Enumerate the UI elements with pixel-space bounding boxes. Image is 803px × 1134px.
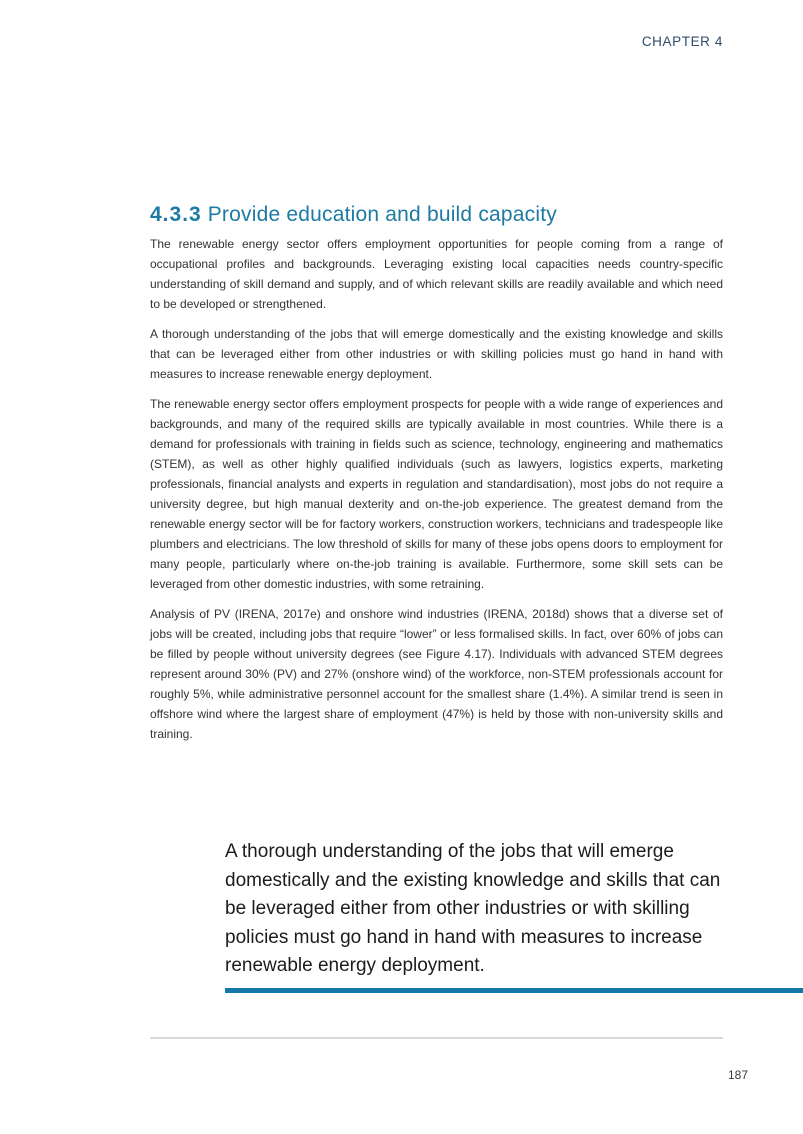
footer-divider	[150, 1037, 723, 1039]
section-title: Provide education and build capacity	[207, 203, 557, 226]
paragraph: The renewable energy sector offers employment prospects for people with a wide range of experiences and backgrounds, and many of the required skills are typically available in most countries. While there is a demand for professionals with training in fields such as science, technology, engineering and mathematics (STEM), as well as other highly qualified individuals (such as lawyers, logistics experts, marketing professionals, financial analysts and experts in regulation and standardisation), most jobs do not require a university degree, but high manual dexterity and on-the-job experience. The greatest demand from the renewable energy sector will be for factory workers, construction workers, technicians and tradespeople like plumbers and electricians. The low threshold of skills for many of these jobs opens doors to employment for many people, particularly where on-the-job training is available. Furthermore, some skill sets can be leveraged from other domestic industries, with some retraining.	[150, 397, 723, 591]
body-text	[150, 234, 723, 754]
paragraph: A thorough understanding of the jobs that will emerge domestically and the existing knowledge and skills that can be leveraged either from other industries or with skilling policies must go hand in hand with measures to increase renewable energy deployment.	[150, 327, 723, 381]
paragraph: Analysis of PV (IRENA, 2017e) and onshore wind industries (IRENA, 2018d) shows that a diverse set of jobs will be created, including jobs that require “lower” or less formalised skills. In fact, over 60% of jobs can be filled by people without university degrees (see Figure 4.17). Individuals with advanced STEM degrees represent around 30% (PV) and 27% (onshore wind) of the workforce, non-STEM professionals account for roughly 5%, while administrative personnel account for the smallest share (1.4%). A similar trend is seen in offshore wind where the largest share of employment (47%) is held by those with non-university skills and training.	[150, 607, 723, 741]
section-heading	[150, 203, 557, 227]
pull-quote-rule	[225, 988, 803, 993]
paragraph: The renewable energy sector offers employment opportunities for people coming from a range of occupational profiles and backgrounds. Leveraging existing local capacities needs country-specific understanding of skill demand and supply, and of which relevant skills are readily available and which need to be developed or strengthened.	[150, 237, 723, 311]
pull-quote: A thorough understanding of the jobs that will emerge domestically and the existing knowledge and skills that can be leveraged either from other industries or with skilling policies must go hand in hand with measures to increase renewable energy deployment.	[225, 841, 721, 976]
section-number: 4.3.3	[150, 203, 202, 226]
page-number: 187	[728, 1068, 749, 1082]
chapter-label: CHAPTER 4	[641, 34, 723, 49]
